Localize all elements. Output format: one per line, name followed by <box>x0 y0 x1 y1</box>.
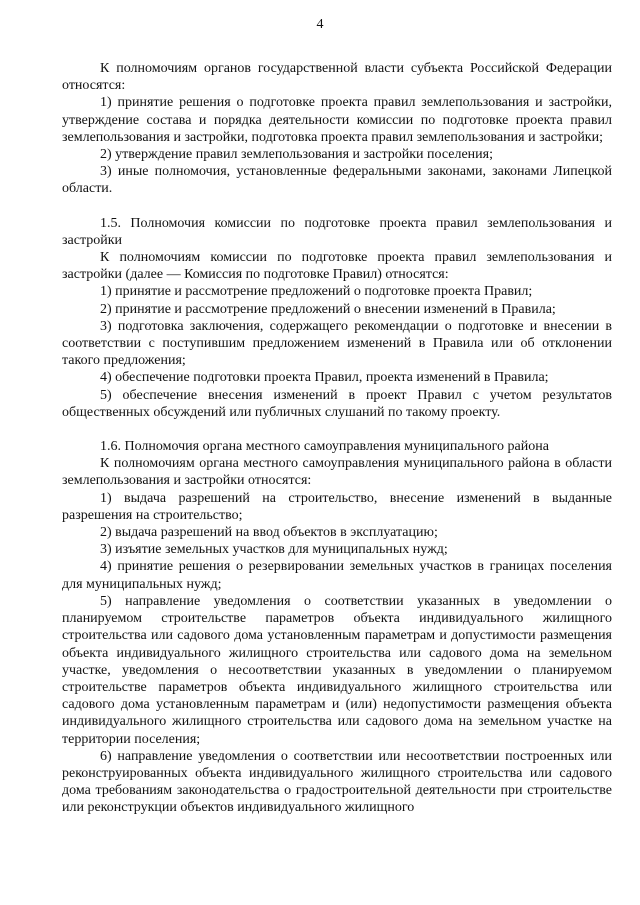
section-1-6-item-6: 6) направление уведомления о соответствии или несоответствии построенных или реконструированных объекта индивидуального жилищного строительства или садового дома требованиям законодательства о градостроительной деятельности при строительстве или реконструкции объектов индивидуального жилищного <box>62 748 612 816</box>
page-number: 4 <box>316 17 324 32</box>
intro-item-3: 3) иные полномочия, установленные федеральными законами, законами Липецкой области. <box>62 164 612 197</box>
section-1-5-item-5: 5) обеспечение внесения изменений в проект Правил с учетом результатов общественных обсуждений или публичных слушаний по такому проекту. <box>62 387 612 420</box>
section-1-6-heading: 1.6. Полномочия органа местного самоуправления муниципального района <box>100 439 549 455</box>
section-1-6-item-1: 1) выдача разрешений на строительство, внесение изменений в выданные разрешения на строительство; <box>62 490 612 523</box>
section-1-5-item-1: 1) принятие и рассмотрение предложений о подготовке проекта Правил; <box>100 284 533 300</box>
section-1-5-item-3: 3) подготовка заключения, содержащего рекомендации о подготовке и внесении в соответствии с поступившим предложением изменений в Правила или об отклонении такого предложения; <box>62 318 612 369</box>
intro-item-2: 2) утверждение правил землепользования и застройки поселения; <box>100 147 493 163</box>
section-spacer <box>62 198 612 215</box>
intro-lead: К полномочиям органов государственной власти субъекта Российской Федерации относятся: <box>62 61 612 94</box>
section-1-5-heading: 1.5. Полномочия комиссии по подготовке проекта правил землепользования и застройки <box>62 215 612 248</box>
section-1-6-lead: К полномочиям органа местного самоуправления муниципального района в области землепользования и застройки относятся: <box>62 456 612 489</box>
intro-item-1: 1) принятие решения о подготовке проекта правил землепользования и застройки, утверждение состава и порядка деятельности комиссии по подготовке проекта правил землепользования и застройки, подготовка проекта правил землепользования и застройки; <box>62 95 612 145</box>
section-1-5-item-4: 4) обеспечение подготовки проекта Правил, проекта изменений в Правила; <box>100 370 549 386</box>
section-1-6-item-4: 4) принятие решения о резервировании земельных участков в границах поселения для муниципальных нужд; <box>62 559 612 592</box>
section-1-6-item-3: 3) изъятие земельных участков для муниципальных нужд; <box>100 542 448 558</box>
document-body <box>62 60 612 817</box>
section-1-5-lead: К полномочиям комиссии по подготовке проекта правил землепользования и застройки (далее — Комиссия по подготовке Правил) относятся: <box>62 250 612 283</box>
section-spacer <box>62 421 612 438</box>
section-1-5-item-2: 2) принятие и рассмотрение предложений о внесении изменений в Правила; <box>100 301 556 317</box>
section-1-6-item-2: 2) выдача разрешений на ввод объектов в эксплуатацию; <box>100 525 438 541</box>
section-1-6-item-5: 5) направление уведомления о соответствии указанных в уведомлении о планируемом строительстве параметров объекта индивидуального жилищного строительства или садового дома установленным параметрам и допустимости размещения объекта индивидуального жилищного строительства или садового дома на земельном участке, уведомления о несоответствии указанных в уведомлении о планируемом строительстве параметров объекта индивидуального жилищного строительства или садового дома установленным параметрам и (или) недопустимости размещения объекта индивидуального жилищного строительства или садового дома на земельном участке на территории поселения; <box>62 593 612 747</box>
